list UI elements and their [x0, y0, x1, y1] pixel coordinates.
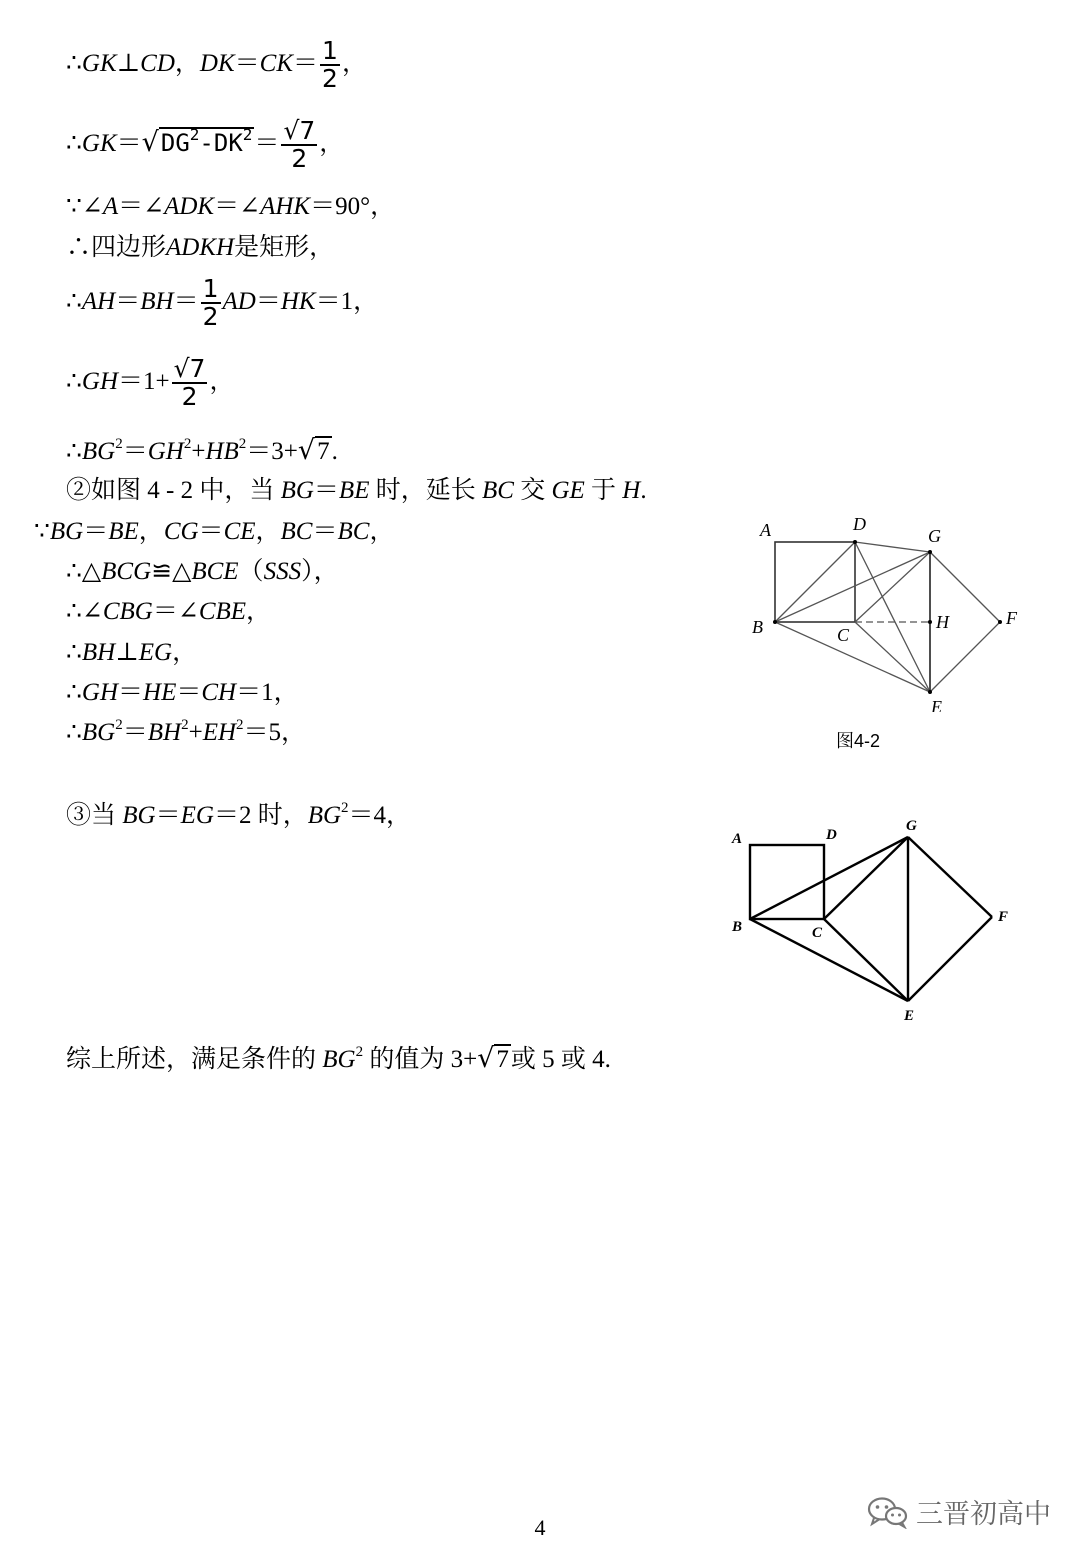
text: 综上所述，满足条件的 — [66, 1046, 317, 1073]
wechat-icon — [866, 1495, 910, 1529]
denominator: 2 — [181, 382, 198, 412]
text: ＝1+ — [118, 367, 170, 395]
radicand: 7 — [317, 438, 330, 465]
text: ＝90°， — [310, 193, 396, 220]
figure-caption: 图4-2 — [836, 731, 881, 751]
radical-sign: √ — [477, 1043, 495, 1074]
var: HB — [205, 438, 239, 465]
text: ∴四边形 — [66, 234, 167, 261]
label-C: C — [812, 925, 823, 941]
text: ）， — [301, 558, 339, 585]
text: ∴ — [66, 129, 82, 157]
exponent: 2 — [341, 800, 349, 816]
text: ， — [255, 518, 281, 545]
geometry-figure-3 — [728, 815, 1028, 1025]
text: ＝1， — [236, 679, 299, 706]
perp-symbol: ⊥ — [115, 639, 139, 666]
text: ＝ — [293, 49, 319, 77]
solution-line-15 — [66, 800, 412, 829]
watermark-text: 三晋初高中 — [916, 1499, 1051, 1530]
text: ＝ — [118, 193, 144, 220]
label-E: E — [931, 697, 942, 712]
numerator: 1 — [322, 36, 338, 65]
page-number: 4 — [534, 1515, 546, 1540]
label-G: G — [906, 818, 917, 834]
text: + — [188, 719, 203, 746]
radical-sign: √ — [297, 435, 316, 466]
text: ＝ — [83, 518, 109, 545]
exponent: 2 — [115, 436, 123, 452]
var: BG — [322, 1046, 356, 1073]
var: SSS — [263, 558, 302, 585]
text: ＝ — [122, 438, 148, 465]
var: CK — [259, 49, 294, 77]
solution-line-12 — [66, 640, 197, 665]
var: BH — [81, 639, 116, 666]
var: GK — [81, 49, 117, 77]
var: BG — [49, 518, 84, 545]
var: BG — [81, 719, 116, 746]
var: GE — [551, 477, 585, 504]
denominator: 2 — [202, 302, 219, 332]
var: BC — [280, 518, 313, 545]
var: BG — [81, 438, 116, 465]
text: ＝ — [234, 49, 260, 77]
text: ＝ — [118, 679, 144, 706]
text: ＝5， — [243, 719, 307, 746]
var: EG — [138, 639, 173, 666]
solution-line-3 — [66, 194, 395, 219]
label-C: C — [837, 625, 850, 645]
text: ＝ — [214, 193, 240, 220]
text: + — [191, 438, 206, 465]
var: EH — [202, 719, 237, 746]
var: GK — [81, 129, 117, 157]
fraction — [281, 118, 317, 173]
label-B: B — [752, 617, 763, 637]
text: ， — [174, 49, 200, 77]
numerator: √7 — [283, 116, 316, 145]
text: 的值为 3+ — [369, 1046, 478, 1073]
text: ＝ — [122, 719, 148, 746]
text: ∴ — [66, 49, 82, 77]
text: ， — [319, 129, 345, 157]
text: ＝ — [198, 518, 224, 545]
var: BH — [140, 287, 174, 315]
var: CG — [163, 518, 199, 545]
solution-line-2 — [66, 118, 344, 173]
text: 时，延长 — [375, 477, 476, 504]
var: A — [102, 193, 119, 220]
var: ADK — [164, 193, 215, 220]
var: BG — [307, 802, 342, 829]
solution-line-5 — [66, 276, 378, 331]
exponent: 2 — [242, 124, 253, 144]
solution-line-14 — [66, 717, 307, 746]
solution-line-10 — [66, 559, 339, 584]
var: BE — [338, 477, 370, 504]
text: ＝ — [255, 287, 281, 315]
var: AH — [81, 287, 116, 315]
var: BG — [280, 477, 314, 504]
numerator: 1 — [202, 274, 219, 303]
var: BC — [337, 518, 370, 545]
solution-line-11 — [66, 599, 271, 624]
text: ， — [369, 518, 395, 545]
text: DG — [160, 128, 190, 157]
text: ＝ — [173, 287, 199, 315]
text: ＝∠ — [152, 598, 199, 625]
fraction — [172, 356, 208, 411]
var: AD — [222, 287, 256, 315]
conclusion-line — [66, 1045, 611, 1072]
var: BG — [122, 802, 156, 829]
fraction — [201, 276, 221, 331]
var: EG — [180, 802, 214, 829]
fraction — [320, 38, 340, 93]
text: ＝2 时， — [213, 802, 308, 829]
label-F: F — [998, 909, 1009, 925]
perp-symbol: ⊥ — [116, 49, 141, 77]
var: GH — [81, 367, 119, 395]
text: ＝ — [155, 802, 181, 829]
var: BCG — [101, 558, 152, 585]
text: ＝ — [116, 129, 142, 157]
solution-line-1 — [66, 38, 367, 93]
label-A: A — [732, 831, 743, 847]
text: . — [640, 477, 647, 504]
text: ∴△ — [66, 558, 102, 585]
label-G: G — [928, 526, 941, 546]
text: ∴ — [66, 367, 82, 395]
text: ＝1， — [315, 287, 379, 315]
text: ＝4， — [348, 802, 412, 829]
label-A: A — [760, 520, 771, 540]
geometry-figure-4-2 — [740, 512, 1040, 712]
var: CH — [201, 679, 237, 706]
var: CBG — [102, 598, 153, 625]
var: BC — [481, 477, 514, 504]
text: ＝ — [312, 518, 338, 545]
text: ③当 — [66, 802, 117, 829]
text: ∴ — [66, 679, 82, 706]
radicand: 7 — [496, 1046, 509, 1073]
label-F: F — [1006, 608, 1017, 628]
text: ， — [138, 518, 164, 545]
var: HE — [143, 679, 177, 706]
numerator: √7 — [173, 354, 206, 383]
radical-sign: √ — [141, 126, 159, 158]
var: ADKH — [166, 234, 235, 261]
label-D: D — [826, 827, 837, 843]
denominator: 2 — [291, 144, 308, 174]
var: AHK — [260, 193, 311, 220]
denominator: 2 — [322, 64, 338, 94]
label-D: D — [853, 514, 866, 534]
label-B: B — [732, 919, 743, 935]
exponent: 2 — [189, 124, 200, 144]
angle-symbol: ∠ — [143, 193, 165, 220]
text: ＝ — [115, 287, 141, 315]
var: BE — [108, 518, 139, 545]
text: ＝ — [313, 477, 339, 504]
var: H — [622, 477, 641, 504]
text: 交 — [520, 477, 546, 504]
text: ， — [341, 49, 367, 77]
text: ∴ — [66, 438, 82, 465]
exponent: 2 — [115, 717, 123, 733]
text: ＝ — [176, 679, 202, 706]
text: ， — [209, 367, 235, 395]
solution-line-9 — [34, 519, 394, 544]
var: GH — [147, 438, 184, 465]
text: ∴ — [66, 287, 82, 315]
text: . — [331, 438, 338, 465]
exponent: 2 — [355, 1044, 364, 1060]
text: ＝3+ — [246, 438, 298, 465]
text: ∵ — [34, 518, 50, 545]
var: CD — [140, 49, 175, 77]
text: 或 5 或 4. — [510, 1046, 611, 1073]
exponent: 2 — [236, 717, 244, 733]
var: HK — [280, 287, 316, 315]
label-H: H — [936, 612, 949, 632]
var: CE — [223, 518, 256, 545]
solution-line-8 — [66, 478, 647, 503]
text: ， — [172, 639, 198, 666]
solution-line-4 — [66, 235, 334, 260]
text: ∴∠ — [66, 598, 103, 625]
solution-line-6 — [66, 356, 234, 411]
exponent: 2 — [183, 436, 192, 452]
text: （ — [238, 558, 264, 585]
watermark — [866, 1492, 1051, 1531]
text: ②如图 4 - 2 中，当 — [66, 477, 275, 504]
text: ∴ — [66, 719, 82, 746]
radicand — [159, 124, 255, 157]
var: BCE — [191, 558, 239, 585]
var: GH — [81, 679, 119, 706]
text: 是矩形， — [234, 234, 335, 261]
angle-symbol: ∠ — [239, 193, 261, 220]
solution-line-7 — [66, 437, 338, 464]
text: ＝ — [254, 129, 280, 157]
text: ∵ — [66, 193, 82, 220]
text: ， — [246, 598, 272, 625]
text: -DK — [199, 128, 243, 157]
solution-line-13 — [66, 680, 299, 705]
var: CBE — [198, 598, 247, 625]
text: 于 — [591, 477, 617, 504]
exponent: 2 — [181, 717, 189, 733]
angle-symbol: ∠ — [81, 193, 103, 220]
var: BH — [147, 719, 182, 746]
text: ∴ — [66, 639, 82, 666]
exponent: 2 — [238, 436, 247, 452]
label-E: E — [904, 1008, 915, 1024]
text: ≌△ — [151, 558, 192, 585]
var: DK — [199, 49, 235, 77]
